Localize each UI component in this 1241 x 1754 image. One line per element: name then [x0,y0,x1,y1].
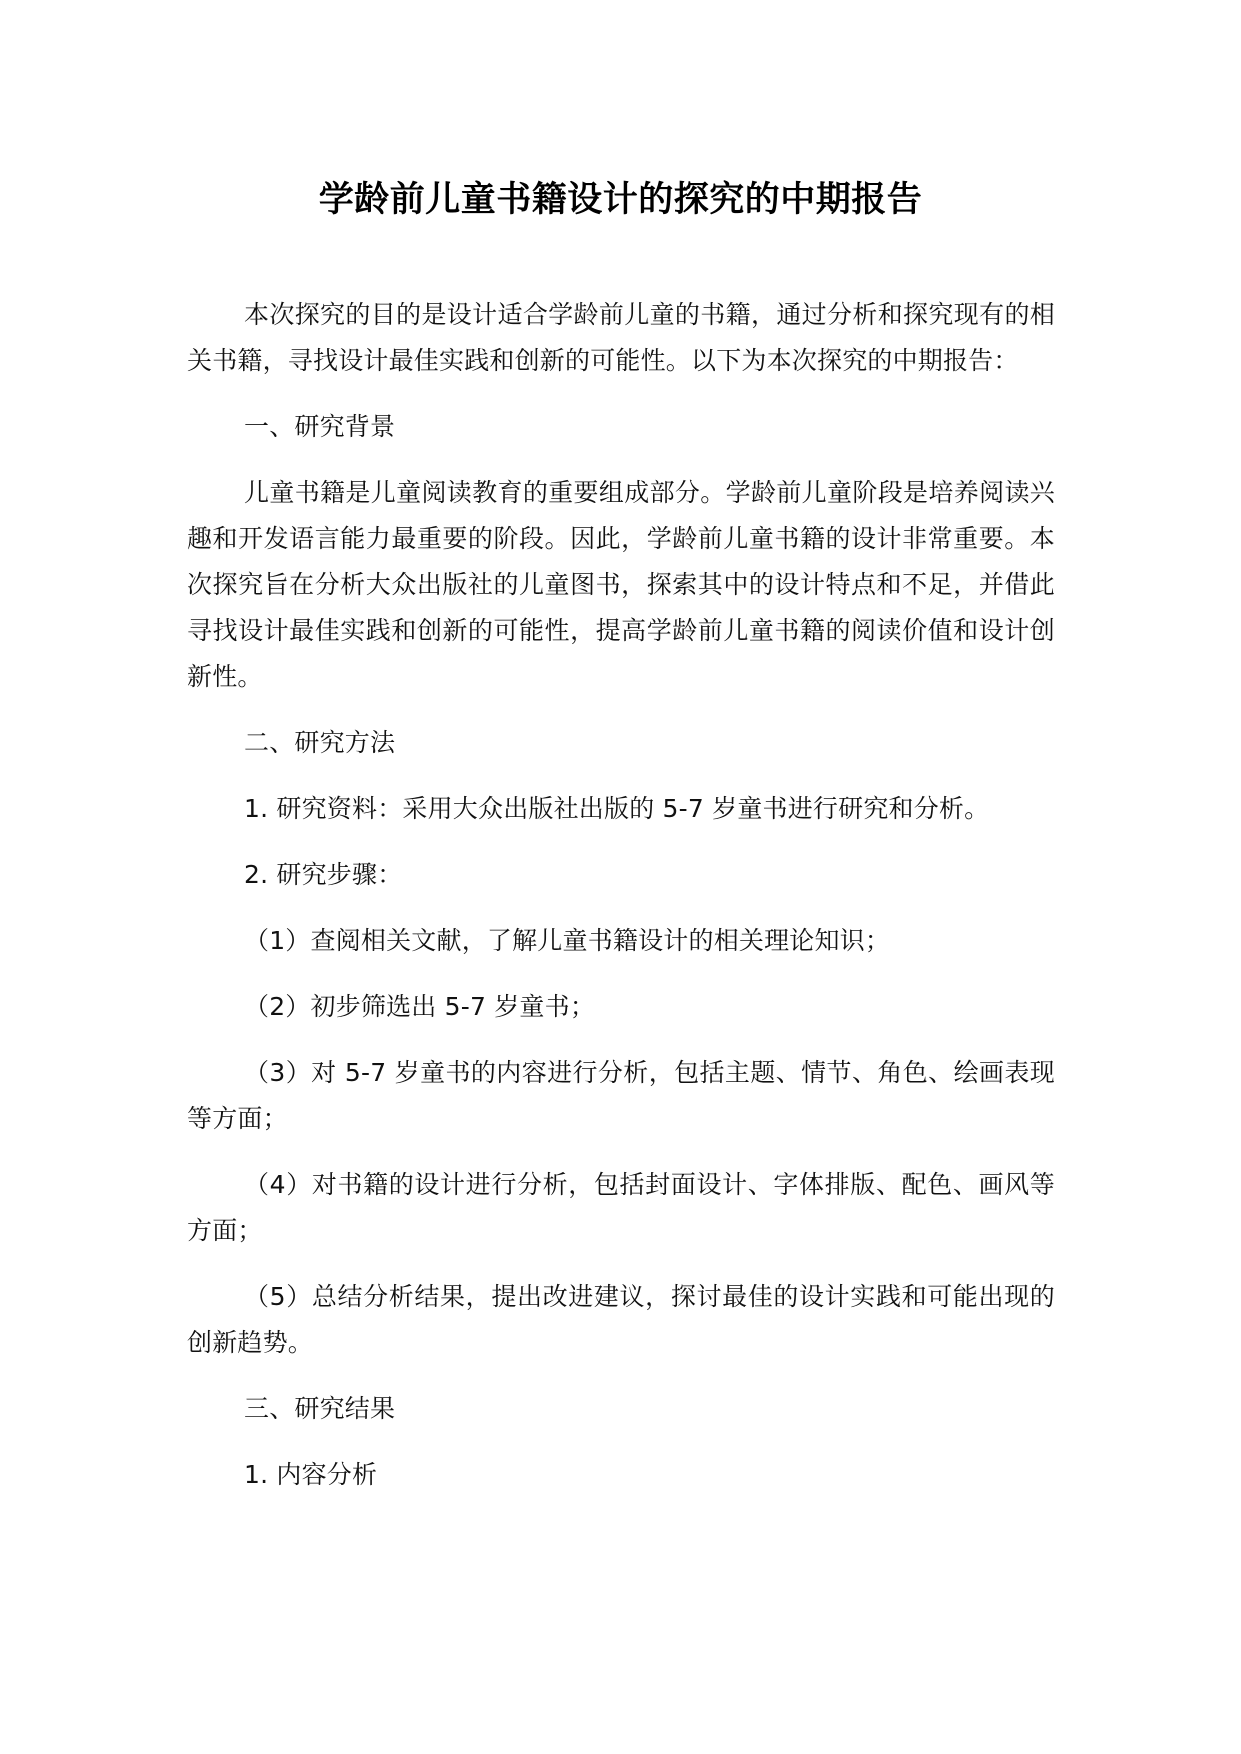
section-heading-method: 二、研究方法 [244,728,396,757]
background-paragraph: 儿童书籍是儿童阅读教育的重要组成部分。学龄前儿童阶段是培养阅读兴趣和开发语言能力最重要的阶段。因此，学龄前儿童书籍的设计非常重要。本次探究旨在分析大众出版社的儿童图书，探索其中的设计特点和不足，并借此寻找设计最佳实践和创新的可能性，提高学龄前儿童书籍的阅读价值和设计创新性。 [187,478,1055,691]
section-heading-results: 三、研究结果 [244,1394,396,1423]
document-title: 学龄前儿童书籍设计的探究的中期报告 [318,180,923,220]
results-item-content-analysis: 1. 内容分析 [244,1460,378,1489]
method-item-steps: 2. 研究步骤： [244,860,403,889]
step-item-2: （2）初步筛选出 5-7 岁童书； [244,992,596,1021]
document-body [187,292,1055,1498]
step-item-5: （5）总结分析结果，提出改进建议，探讨最佳的设计实践和可能出现的创新趋势。 [187,1282,1055,1357]
step-item-4: （4）对书籍的设计进行分析，包括封面设计、字体排版、配色、画风等方面； [187,1170,1055,1245]
intro-paragraph: 本次探究的目的是设计适合学龄前儿童的书籍，通过分析和探究现有的相关书籍，寻找设计最佳实践和创新的可能性。以下为本次探究的中期报告： [187,300,1055,375]
method-item-materials: 1. 研究资料：采用大众出版社出版的 5-7 岁童书进行研究和分析。 [244,794,990,823]
step-item-3: （3）对 5-7 岁童书的内容进行分析，包括主题、情节、角色、绘画表现等方面； [187,1058,1055,1133]
section-heading-background: 一、研究背景 [244,412,396,441]
step-item-1: （1）查阅相关文献，了解儿童书籍设计的相关理论知识； [244,926,891,955]
